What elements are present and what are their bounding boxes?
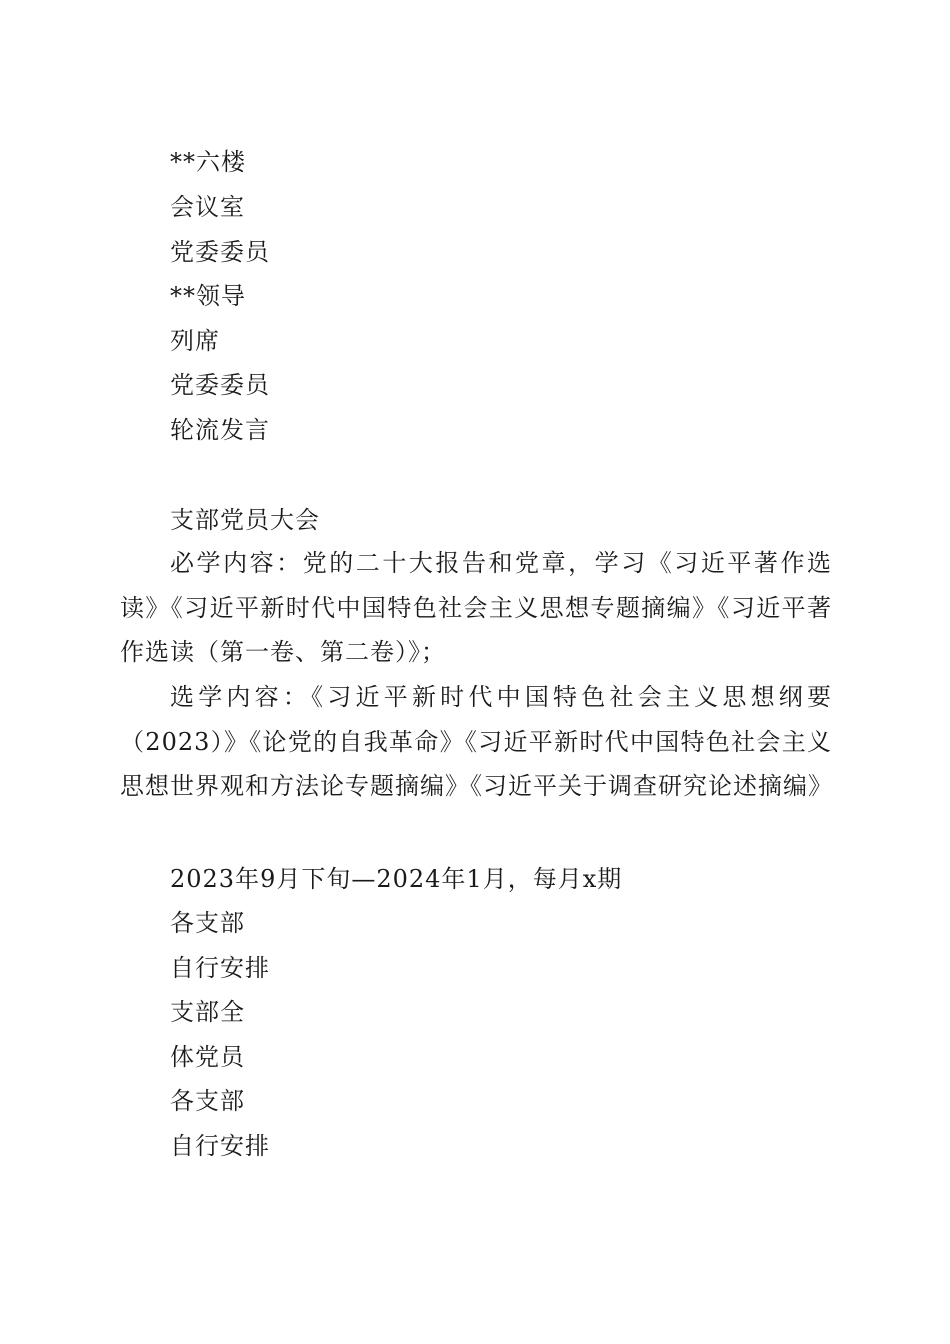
arrangement-text-2: 自行安排 <box>170 1132 270 1160</box>
speakers-text: 党委委员 <box>170 371 270 399</box>
leader-text: **领导 <box>170 282 246 310</box>
attendees-text-part2: 体党员 <box>170 1043 245 1071</box>
format-text: 轮流发言 <box>170 416 270 444</box>
required-content-paragraph: 必学内容：党的二十大报告和党章，学习《习近平著作选读》《习近平新时代中国特色社会主义思想专题摘编》《习近平著作选读（第一卷、第二卷）》； <box>120 549 832 666</box>
arrangement-text: 自行安排 <box>170 954 270 982</box>
participants-text: 党委委员 <box>170 238 270 266</box>
attendees-text-part1: 支部全 <box>170 998 245 1026</box>
attendance-text: 列席 <box>170 327 220 355</box>
organizer-text: 各支部 <box>170 909 245 937</box>
optional-content-paragraph: 选学内容：《习近平新时代中国特色社会主义思想纲要（2023）》《论党的自我革命》《习近平新时代中国特色社会主义思想世界观和方法论专题摘编》《习近平关于调查研究论述摘编》 <box>120 683 833 800</box>
schedule-text: 2023年9月下旬—2024年1月，每月x期 <box>170 865 623 893</box>
organizer-text-2: 各支部 <box>170 1087 245 1115</box>
section-title: 支部党员大会 <box>170 506 320 534</box>
room-text: 会议室 <box>170 193 245 221</box>
location-text: **六楼 <box>170 148 246 176</box>
